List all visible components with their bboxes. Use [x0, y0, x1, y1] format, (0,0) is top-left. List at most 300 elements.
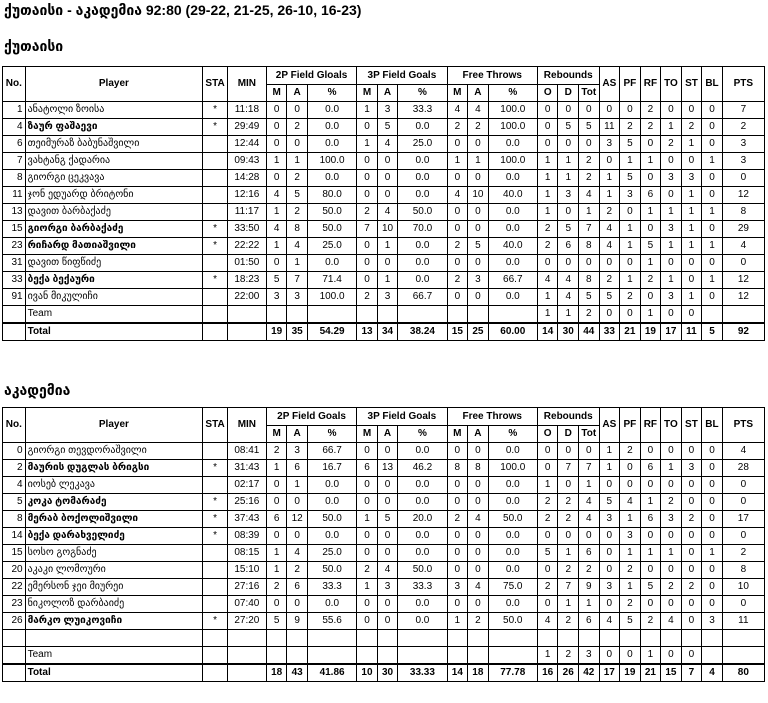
stat-fta: 10 — [468, 187, 489, 204]
stat-bl: 0 — [702, 119, 723, 136]
stat-ftp: 40.0 — [488, 187, 537, 204]
stat-fg3a: 3 — [377, 102, 398, 119]
stat-pts: 0 — [722, 255, 764, 272]
stat-fg2a: 0 — [287, 136, 308, 153]
player-minutes: 12:44 — [227, 136, 266, 153]
stat-ftp: 50.0 — [488, 613, 537, 630]
stat-fg2p: 71.4 — [307, 272, 356, 289]
stat-to: 0 — [661, 255, 682, 272]
stat-fg2m: 3 — [266, 289, 287, 306]
stat-fg2a: 0 — [287, 102, 308, 119]
player-minutes: 31:43 — [227, 460, 266, 477]
player-minutes: 33:50 — [227, 221, 266, 238]
stat-as: 1 — [599, 460, 620, 477]
stat-o: 4 — [537, 272, 558, 289]
stat-d: 1 — [558, 545, 579, 562]
stat-st: 1 — [681, 221, 702, 238]
stat-ftp: 66.7 — [488, 272, 537, 289]
stat-ftp: 0.0 — [488, 477, 537, 494]
stat-as: 2 — [599, 272, 620, 289]
stat-to: 0 — [661, 102, 682, 119]
player-row — [3, 579, 765, 596]
stat-fg3p: 33.3 — [398, 102, 447, 119]
stat-fg3p: 0.0 — [398, 153, 447, 170]
stat-pf: 1 — [620, 545, 641, 562]
player-name: მაურის დუგლას ბრიგსი — [25, 460, 203, 477]
player-starter-mark — [203, 545, 228, 562]
stat-pts: 29 — [722, 221, 764, 238]
stat-st: 2 — [681, 511, 702, 528]
stat-fta: 4 — [468, 579, 489, 596]
stat-fg3m: 1 — [357, 511, 378, 528]
stat-fta: 3 — [468, 272, 489, 289]
stat-rf: 0 — [640, 562, 661, 579]
stat-fg3a: 0 — [377, 528, 398, 545]
stat-fg3p: 0.0 — [398, 443, 447, 460]
stat-fg3m: 0 — [357, 170, 378, 187]
stat-rf: 1 — [640, 204, 661, 221]
empty-cell — [287, 647, 308, 665]
player-starter-mark — [203, 153, 228, 170]
stat-ftp: 100.0 — [488, 119, 537, 136]
empty-cell — [488, 630, 537, 647]
player-row — [3, 221, 765, 238]
subheader-m: M — [266, 426, 287, 443]
total-tot: 42 — [578, 664, 599, 682]
stat-pf: 5 — [620, 613, 641, 630]
stat-pts: 0 — [722, 596, 764, 613]
stat-fg2a: 6 — [287, 460, 308, 477]
stat-st: 0 — [681, 443, 702, 460]
stat-ftp: 0.0 — [488, 545, 537, 562]
stat-fg2p: 100.0 — [307, 153, 356, 170]
stat-fg3p: 25.0 — [398, 136, 447, 153]
stat-fg3m: 7 — [357, 221, 378, 238]
player-minutes: 14:28 — [227, 170, 266, 187]
stat-fg2a: 3 — [287, 289, 308, 306]
stat-ftm: 2 — [447, 119, 468, 136]
stat-st: 0 — [681, 613, 702, 630]
col-header-player: Player — [25, 408, 203, 443]
stat-fg2a: 2 — [287, 204, 308, 221]
stat-as: 5 — [599, 289, 620, 306]
player-row — [3, 255, 765, 272]
stat-ftm: 0 — [447, 221, 468, 238]
stat-fta: 0 — [468, 255, 489, 272]
stat-pf: 1 — [620, 153, 641, 170]
stat-as: 1 — [599, 170, 620, 187]
total-fg3p: 38.24 — [398, 323, 447, 341]
stat-fg2p: 0.0 — [307, 170, 356, 187]
empty-cell — [227, 647, 266, 665]
col-header-to: TO — [661, 67, 682, 102]
player-number: 91 — [3, 289, 26, 306]
stat-fg2a: 0 — [287, 528, 308, 545]
stat-d: 0 — [558, 477, 579, 494]
team-title-home: ქუთაისი — [4, 38, 64, 54]
empty-cell — [447, 630, 468, 647]
empty-cell — [447, 306, 468, 324]
stat-pf: 3 — [620, 528, 641, 545]
stat-ftp: 0.0 — [488, 494, 537, 511]
stat-fg2m: 2 — [266, 443, 287, 460]
empty-cell — [468, 647, 489, 665]
player-row — [3, 596, 765, 613]
empty-cell — [681, 630, 702, 647]
stat-fg3a: 0 — [377, 545, 398, 562]
stat-ftp: 0.0 — [488, 255, 537, 272]
player-starter-mark: * — [203, 528, 228, 545]
player-number: 1 — [3, 102, 26, 119]
stat-d: 7 — [558, 579, 579, 596]
stat-ftm: 0 — [447, 289, 468, 306]
empty-cell — [307, 306, 356, 324]
stat-as: 0 — [599, 545, 620, 562]
empty-cell — [307, 630, 356, 647]
stat-bl: 0 — [702, 596, 723, 613]
empty-cell — [287, 630, 308, 647]
subheader-a: A — [377, 85, 398, 102]
stat-as: 2 — [599, 204, 620, 221]
stat-fta: 0 — [468, 562, 489, 579]
player-number: 23 — [3, 238, 26, 255]
player-row — [3, 528, 765, 545]
stat-pf: 4 — [620, 494, 641, 511]
stat-fta: 0 — [468, 494, 489, 511]
stat-fg3a: 0 — [377, 443, 398, 460]
header-row — [3, 67, 765, 85]
stat-d: 7 — [558, 460, 579, 477]
stat-o: 2 — [537, 494, 558, 511]
player-row — [3, 272, 765, 289]
stat-o: 1 — [537, 170, 558, 187]
team-row-label: Team — [25, 306, 203, 324]
stat-fg3m: 0 — [357, 477, 378, 494]
stat-fta: 8 — [468, 460, 489, 477]
total-row — [3, 323, 765, 341]
col-header-pts: PTS — [722, 67, 764, 102]
stat-fg2p: 25.0 — [307, 238, 356, 255]
empty-cell — [702, 306, 723, 324]
stat-fta: 4 — [468, 511, 489, 528]
stat-ftp: 0.0 — [488, 596, 537, 613]
stat-fg2a: 2 — [287, 562, 308, 579]
stat-pts: 0 — [722, 477, 764, 494]
stat-o: 2 — [537, 221, 558, 238]
stat-ftp: 100.0 — [488, 460, 537, 477]
stat-pf: 0 — [620, 255, 641, 272]
player-minutes: 11:17 — [227, 204, 266, 221]
stat-fg2m: 4 — [266, 187, 287, 204]
player-number: 6 — [3, 136, 26, 153]
empty-cell — [661, 630, 682, 647]
stat-pf: 5 — [620, 136, 641, 153]
subheader-o: O — [537, 426, 558, 443]
team-stat-as: 0 — [599, 306, 620, 324]
stat-pf: 1 — [620, 579, 641, 596]
stat-st: 0 — [681, 477, 702, 494]
player-starter-mark — [203, 255, 228, 272]
stat-ftp: 0.0 — [488, 204, 537, 221]
stat-fg3m: 0 — [357, 153, 378, 170]
stat-fg2m: 5 — [266, 272, 287, 289]
subheader-tot: Tot — [578, 426, 599, 443]
player-minutes: 15:10 — [227, 562, 266, 579]
stat-d: 2 — [558, 511, 579, 528]
team-stat-to: 0 — [661, 647, 682, 665]
stat-pts: 12 — [722, 187, 764, 204]
stat-d: 1 — [558, 596, 579, 613]
empty-cell — [307, 647, 356, 665]
stat-o: 2 — [537, 579, 558, 596]
stat-fg2m: 1 — [266, 238, 287, 255]
stat-fg2m: 0 — [266, 119, 287, 136]
stat-st: 3 — [681, 170, 702, 187]
stat-fg3p: 0.0 — [398, 170, 447, 187]
player-row — [3, 494, 765, 511]
stat-pts: 10 — [722, 579, 764, 596]
stat-pf: 1 — [620, 221, 641, 238]
empty-cell — [468, 630, 489, 647]
stat-fg3m: 0 — [357, 238, 378, 255]
stat-ftm: 0 — [447, 494, 468, 511]
stat-bl: 0 — [702, 460, 723, 477]
player-starter-mark — [203, 562, 228, 579]
stat-pts: 0 — [722, 170, 764, 187]
stat-bl: 0 — [702, 170, 723, 187]
team-stat-st: 0 — [681, 306, 702, 324]
stat-rf: 6 — [640, 511, 661, 528]
stat-pts: 11 — [722, 613, 764, 630]
stat-bl: 0 — [702, 443, 723, 460]
stat-pf: 0 — [620, 477, 641, 494]
stat-fg3a: 3 — [377, 289, 398, 306]
stat-ftm: 0 — [447, 136, 468, 153]
stat-fg2a: 12 — [287, 511, 308, 528]
stat-fg3m: 1 — [357, 136, 378, 153]
player-number: 4 — [3, 477, 26, 494]
total-fg3a: 30 — [377, 664, 398, 682]
player-starter-mark: * — [203, 119, 228, 136]
stat-o: 0 — [537, 562, 558, 579]
empty-cell — [702, 630, 723, 647]
player-row — [3, 170, 765, 187]
stat-fg3a: 1 — [377, 238, 398, 255]
stat-pts: 8 — [722, 204, 764, 221]
stat-fg2m: 1 — [266, 562, 287, 579]
stat-st: 0 — [681, 255, 702, 272]
player-name: სოსო გოგნაძე — [25, 545, 203, 562]
total-rf: 21 — [640, 664, 661, 682]
total-as: 33 — [599, 323, 620, 341]
team-stat-rf: 1 — [640, 306, 661, 324]
subheader-m: M — [447, 85, 468, 102]
stat-fg2m: 1 — [266, 460, 287, 477]
player-number: 20 — [3, 562, 26, 579]
player-row — [3, 562, 765, 579]
stat-tot: 4 — [579, 187, 600, 204]
stat-to: 2 — [661, 579, 682, 596]
stat-fg3a: 10 — [377, 221, 398, 238]
col-header-to: TO — [661, 408, 682, 443]
stat-fg3m: 0 — [357, 187, 378, 204]
stat-pts: 12 — [722, 272, 764, 289]
stat-fg2a: 1 — [287, 153, 308, 170]
stat-rf: 5 — [640, 238, 661, 255]
team-stat-pf: 0 — [620, 306, 641, 324]
stat-as: 0 — [599, 255, 620, 272]
stat-fg3a: 4 — [377, 562, 398, 579]
stat-tot: 1 — [578, 477, 599, 494]
subheader-m: M — [357, 426, 378, 443]
col-header-rebounds: Rebounds — [537, 67, 599, 85]
player-row — [3, 511, 765, 528]
empty-cell — [227, 323, 266, 341]
stat-fg2p: 66.7 — [307, 443, 356, 460]
stat-fg3a: 5 — [377, 511, 398, 528]
player-row — [3, 443, 765, 460]
stat-as: 11 — [599, 119, 620, 136]
stat-rf: 0 — [640, 443, 661, 460]
empty-cell — [266, 630, 287, 647]
stat-st: 2 — [681, 579, 702, 596]
stat-as: 4 — [599, 221, 620, 238]
stat-fg3m: 2 — [357, 562, 378, 579]
stat-bl: 1 — [702, 272, 723, 289]
subheader-a: A — [468, 85, 489, 102]
stat-as: 5 — [599, 494, 620, 511]
stat-as: 0 — [599, 477, 620, 494]
stat-ftp: 0.0 — [488, 136, 537, 153]
empty-cell — [3, 630, 26, 647]
subheader-pct: % — [488, 426, 537, 443]
stat-fg3p: 70.0 — [398, 221, 447, 238]
stat-fg3m: 0 — [357, 272, 378, 289]
player-number: 5 — [3, 494, 26, 511]
stat-to: 1 — [661, 119, 682, 136]
stat-fg3a: 13 — [377, 460, 398, 477]
subheader-pct: % — [398, 426, 447, 443]
team-stat-d: 2 — [558, 647, 579, 665]
stat-bl: 0 — [702, 221, 723, 238]
player-minutes: 27:16 — [227, 579, 266, 596]
stat-fg3p: 0.0 — [398, 255, 447, 272]
total-as: 17 — [599, 664, 620, 682]
stat-fg2m: 0 — [266, 136, 287, 153]
stat-rf: 0 — [640, 528, 661, 545]
total-pts: 80 — [722, 664, 764, 682]
stat-fg2m: 1 — [266, 204, 287, 221]
empty-cell — [203, 630, 228, 647]
stat-fg2m: 0 — [266, 596, 287, 613]
stat-fg3m: 1 — [357, 579, 378, 596]
stat-o: 0 — [537, 528, 558, 545]
stat-fg3m: 6 — [357, 460, 378, 477]
stat-tot: 0 — [579, 102, 600, 119]
subheader-m: M — [266, 85, 287, 102]
stat-rf: 2 — [640, 272, 661, 289]
player-number: 15 — [3, 545, 26, 562]
total-fg3m: 10 — [357, 664, 378, 682]
stat-bl: 1 — [702, 204, 723, 221]
stat-st: 0 — [681, 528, 702, 545]
stat-ftm: 2 — [447, 238, 468, 255]
stat-bl: 0 — [702, 494, 723, 511]
stat-ftm: 1 — [447, 613, 468, 630]
empty-cell — [702, 647, 723, 665]
stat-tot: 6 — [578, 545, 599, 562]
stat-rf: 0 — [640, 596, 661, 613]
player-row — [3, 238, 765, 255]
stat-fg2a: 4 — [287, 238, 308, 255]
player-minutes: 11:18 — [227, 102, 266, 119]
stat-fg2a: 6 — [287, 579, 308, 596]
stat-fg3m: 0 — [357, 596, 378, 613]
team-stat-o: 1 — [537, 647, 558, 665]
player-minutes: 22:22 — [227, 238, 266, 255]
stat-ftm: 4 — [447, 102, 468, 119]
stat-o: 0 — [537, 443, 558, 460]
stat-st: 1 — [681, 204, 702, 221]
stat-to: 1 — [661, 238, 682, 255]
player-number: 4 — [3, 119, 26, 136]
col-header-3p: 3P Field Goals — [357, 67, 447, 85]
stat-st: 0 — [681, 153, 702, 170]
player-starter-mark — [203, 204, 228, 221]
stat-fg2p: 0.0 — [307, 255, 356, 272]
stat-as: 3 — [599, 579, 620, 596]
stat-rf: 6 — [640, 460, 661, 477]
stat-fta: 0 — [468, 477, 489, 494]
stat-o: 0 — [537, 460, 558, 477]
stat-to: 1 — [661, 204, 682, 221]
col-header-sta: STA — [203, 408, 228, 443]
player-name: ნიკოლოზ დარბაიძე — [25, 596, 203, 613]
stat-fg3a: 4 — [377, 204, 398, 221]
stat-st: 3 — [681, 460, 702, 477]
col-header-pf: PF — [620, 408, 641, 443]
team-stats-row — [3, 647, 765, 665]
player-number: 13 — [3, 204, 26, 221]
stat-rf: 1 — [640, 255, 661, 272]
empty-cell — [357, 630, 378, 647]
player-starter-mark: * — [203, 613, 228, 630]
stat-fg2p: 100.0 — [307, 289, 356, 306]
total-ftm: 15 — [447, 323, 468, 341]
stat-ftm: 8 — [447, 460, 468, 477]
col-header-2p: 2P Field Gloals — [266, 67, 356, 85]
stat-pts: 2 — [722, 545, 764, 562]
player-starter-mark: * — [203, 511, 228, 528]
stat-as: 0 — [599, 153, 620, 170]
empty-cell — [227, 306, 266, 324]
empty-cell — [640, 630, 661, 647]
stat-fg2m: 1 — [266, 153, 287, 170]
stat-fg2p: 0.0 — [307, 136, 356, 153]
stat-fg3p: 0.0 — [398, 528, 447, 545]
team-stat-tot: 3 — [578, 647, 599, 665]
stat-fg3a: 0 — [377, 187, 398, 204]
empty-cell — [377, 630, 398, 647]
stat-o: 1 — [537, 153, 558, 170]
col-header-as: AS — [599, 408, 620, 443]
stat-fg2a: 1 — [287, 477, 308, 494]
stat-fg3m: 0 — [357, 255, 378, 272]
subheader-pct: % — [488, 85, 537, 102]
stat-ftm: 0 — [447, 562, 468, 579]
empty-cell — [203, 647, 228, 665]
stat-fg2m: 1 — [266, 545, 287, 562]
